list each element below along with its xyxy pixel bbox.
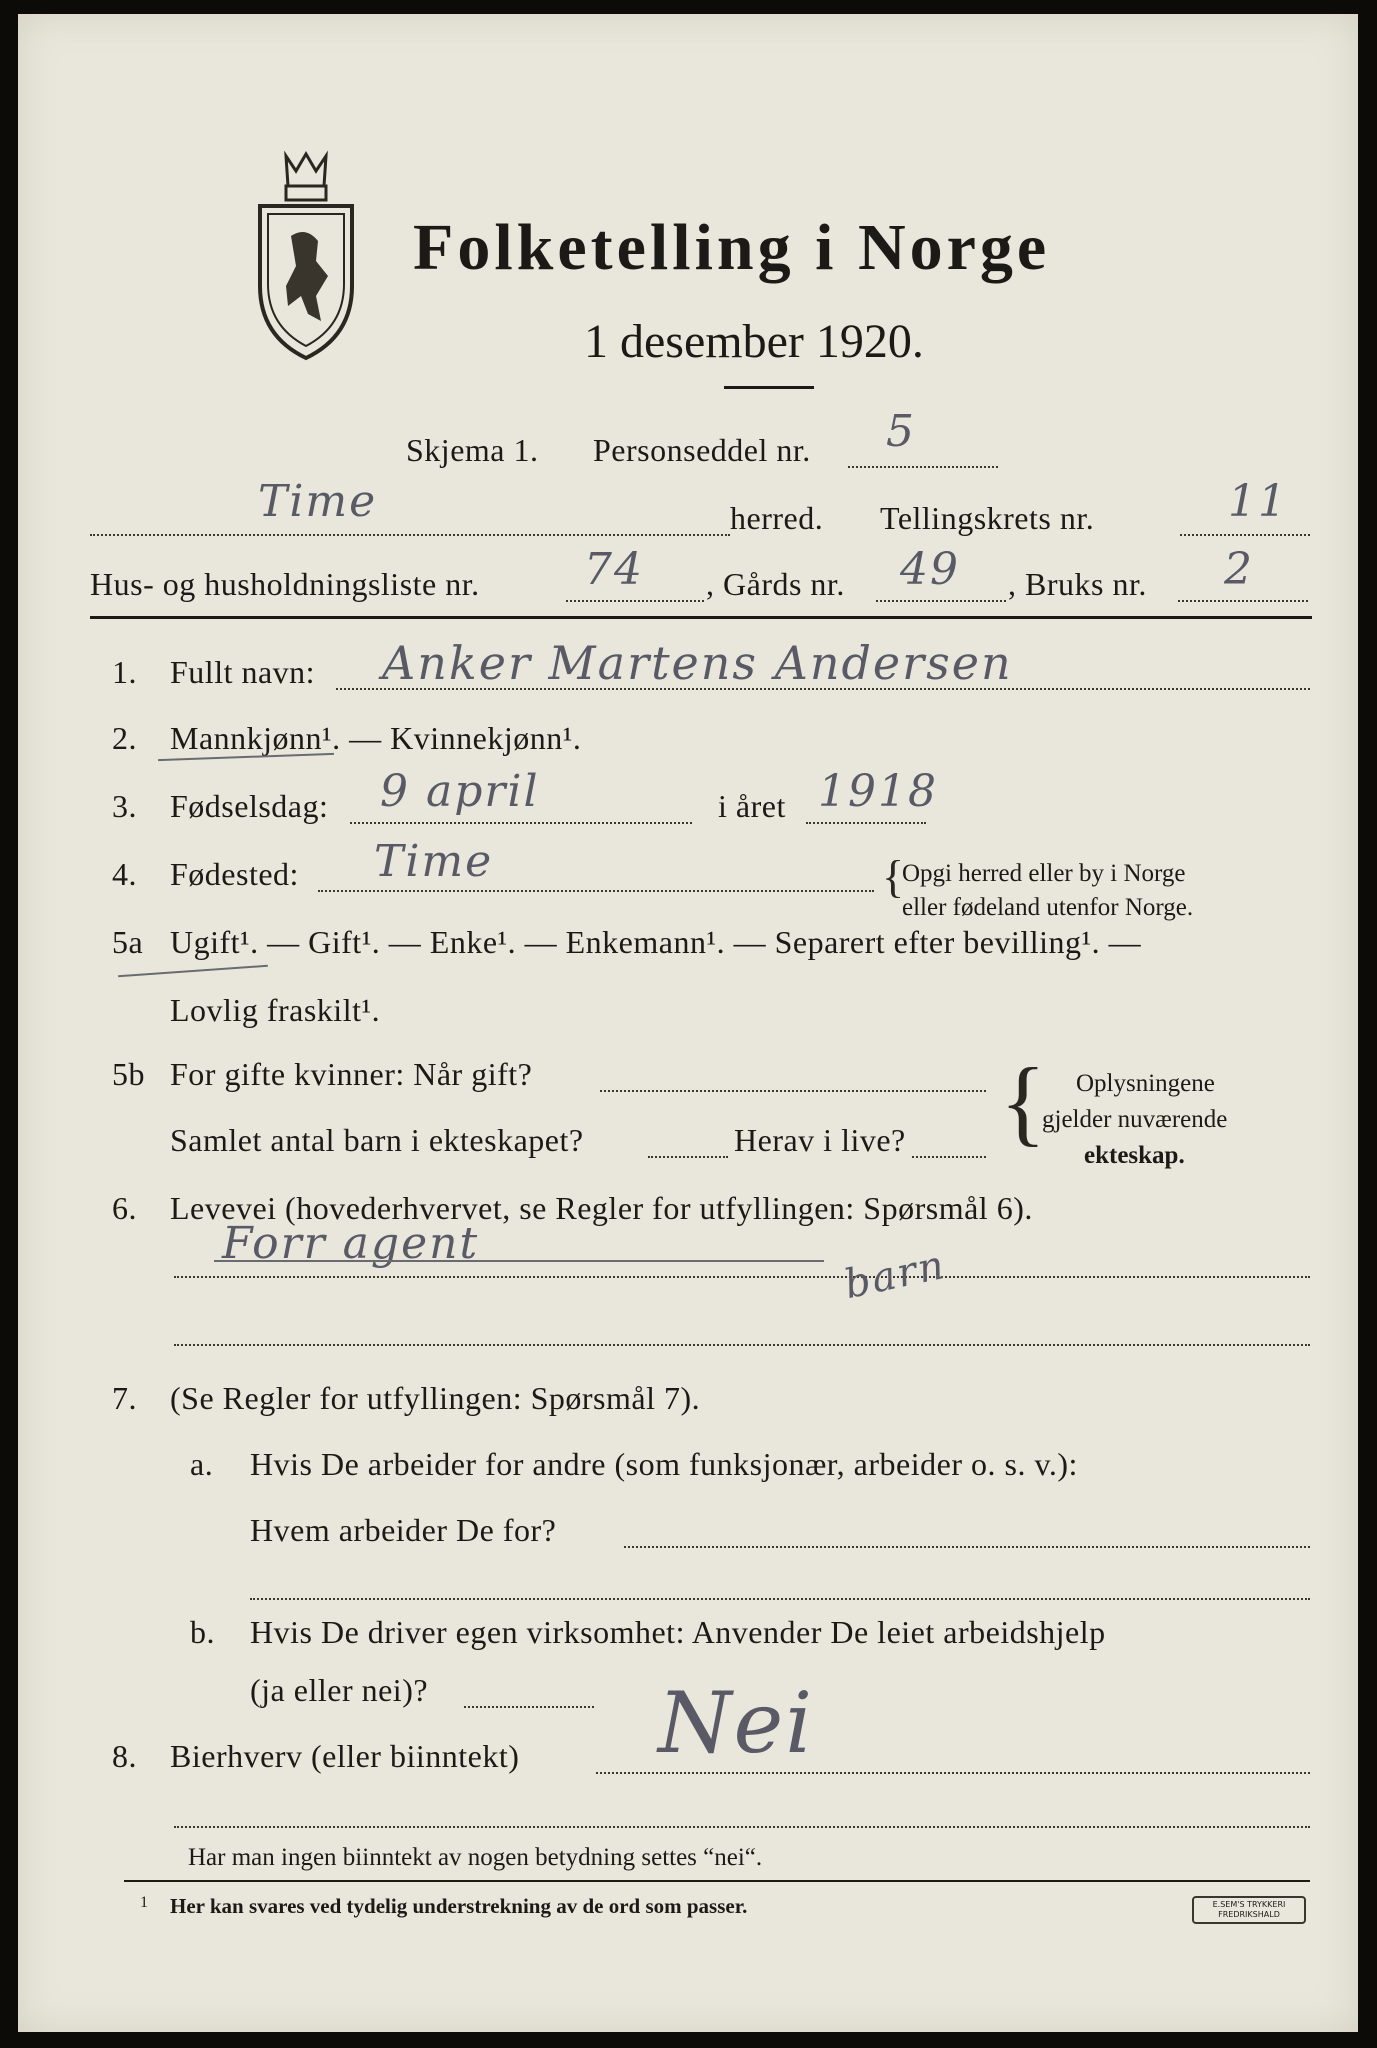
hus-field[interactable] <box>566 600 704 602</box>
hired-help-field[interactable] <box>464 1706 594 1708</box>
q5a-line1: Ugift¹. — Gift¹. — Enke¹. — Enkemann¹. — Separert efter bevilling¹. — <box>170 924 1142 960</box>
occupation-strikethrough <box>214 1260 824 1262</box>
q8-label: Bierhverv (eller biinntekt) <box>170 1738 520 1774</box>
q5b-note-line2: gjelder nuværende <box>1042 1106 1228 1133</box>
bruks-field[interactable] <box>1178 600 1308 602</box>
q6-label: Levevei (hovederhvervet, se Regler for utfyllingen: Spørsmål 6). <box>170 1190 1033 1226</box>
census-form <box>18 14 1358 2032</box>
gards-field[interactable] <box>876 600 1006 602</box>
skjema-label: Skjema 1. <box>406 432 539 468</box>
birthplace-field[interactable] <box>318 890 874 892</box>
q7b-line1: Hvis De driver egen virksomhet: Anvender De leiet arbeidshjelp <box>250 1614 1106 1650</box>
stamp-line2: FREDRIKSHALD <box>1218 1910 1280 1919</box>
q8-number: 8. <box>112 1738 137 1774</box>
q5b-line2a: Samlet antal barn i ekteskapet? <box>170 1122 584 1158</box>
footnote: Her kan svares ved tydelig understrekning av de ord som passer. <box>170 1894 748 1918</box>
q5a-line2: Lovlig fraskilt¹. <box>170 992 381 1028</box>
stamp-line1: E.SEM'S TRYKKERI <box>1212 1900 1286 1909</box>
printer-stamp <box>1192 1896 1306 1924</box>
hus-value: 74 <box>584 544 644 595</box>
tellingskrets-field[interactable] <box>1180 534 1310 536</box>
q5b-note-line1: Oplysningene <box>1076 1070 1215 1097</box>
bruks-label: , Bruks nr. <box>1008 566 1147 602</box>
married-date-field[interactable] <box>600 1090 986 1092</box>
bruks-value: 2 <box>1224 544 1254 595</box>
census-date: 1 desember 1920. <box>584 315 924 368</box>
personseddel-label: Personseddel nr. <box>593 432 811 468</box>
q2-label: Mannkjønn¹. — Kvinnekjønn¹. <box>170 720 582 756</box>
q5a-number: 5a <box>112 924 144 960</box>
q5b-line2b: Herav i live? <box>734 1122 906 1158</box>
year-field[interactable] <box>806 822 926 824</box>
form-title: Folketelling i Norge <box>413 211 1051 284</box>
occupation-value: barn <box>840 1241 951 1309</box>
q5a-underline <box>118 965 268 977</box>
hus-label: Hus- og husholdningsliste nr. <box>90 566 480 602</box>
side-income-field-2[interactable] <box>174 1826 1310 1828</box>
q7a-letter: a. <box>190 1446 214 1482</box>
herred-label: herred. <box>730 500 824 536</box>
q7a-line2: Hvem arbeider De for? <box>250 1512 557 1548</box>
header-rule <box>90 616 1312 619</box>
herred-value: Time <box>258 476 378 527</box>
birthday-value: 9 april <box>380 766 540 817</box>
personseddel-value: 5 <box>886 406 916 457</box>
q4-label: Fødested: <box>170 856 299 892</box>
tellingskrets-label: Tellingskrets nr. <box>880 500 1095 536</box>
footer-note: Har man ingen biinntekt av nogen betydning settes “nei“. <box>188 1844 763 1871</box>
occupation-value-struck: Forr agent <box>222 1218 480 1269</box>
employer-field-1[interactable] <box>624 1546 1310 1548</box>
q4-number: 4. <box>112 856 137 892</box>
full-name-value: Anker Martens Andersen <box>382 636 1013 690</box>
occupation-field-1[interactable] <box>174 1276 1310 1278</box>
gards-label: , Gårds nr. <box>706 566 845 602</box>
footnote-mark: 1 <box>140 1894 148 1911</box>
side-income-value: Nei <box>658 1674 815 1772</box>
q6-number: 6. <box>112 1190 137 1226</box>
footer-rule <box>124 1880 1310 1882</box>
q4-note-brace: { <box>882 851 905 902</box>
occupation-field-2[interactable] <box>174 1344 1310 1346</box>
gards-value: 49 <box>900 544 960 595</box>
birthplace-value: Time <box>374 836 494 887</box>
q1-label: Fullt navn: <box>170 654 316 690</box>
children-count-field[interactable] <box>648 1156 728 1158</box>
q7b-letter: b. <box>190 1614 215 1650</box>
q3-number: 3. <box>112 788 137 824</box>
q4-note-line1: Opgi herred eller by i Norge <box>902 860 1186 887</box>
q2-number: 2. <box>112 720 137 756</box>
birthday-field[interactable] <box>350 822 692 824</box>
q5b-line1: For gifte kvinner: Når gift? <box>170 1056 533 1092</box>
side-income-field[interactable] <box>596 1772 1310 1774</box>
personseddel-field[interactable] <box>848 466 998 468</box>
children-alive-field[interactable] <box>912 1156 986 1158</box>
q1-number: 1. <box>112 654 137 690</box>
q7-label: (Se Regler for utfyllingen: Spørsmål 7). <box>170 1380 701 1416</box>
q5b-number: 5b <box>112 1056 145 1092</box>
herred-field[interactable] <box>90 534 730 536</box>
tellingskrets-value: 11 <box>1228 476 1288 527</box>
employer-field-2[interactable] <box>250 1598 1310 1600</box>
year-value: 1918 <box>818 766 938 817</box>
q3-label: Fødselsdag: <box>170 788 329 824</box>
q7b-line2: (ja eller nei)? <box>250 1672 429 1708</box>
q5b-note-brace: { <box>1000 1048 1047 1155</box>
coat-of-arms-icon <box>246 146 366 366</box>
year-label: i året <box>718 788 786 824</box>
q7-number: 7. <box>112 1380 137 1416</box>
q5b-note-line3: ekteskap. <box>1084 1142 1185 1169</box>
q7a-line1: Hvis De arbeider for andre (som funksjonær, arbeider o. s. v.): <box>250 1446 1078 1482</box>
q4-note-line2: eller fødeland utenfor Norge. <box>902 894 1194 921</box>
title-divider <box>724 386 814 389</box>
